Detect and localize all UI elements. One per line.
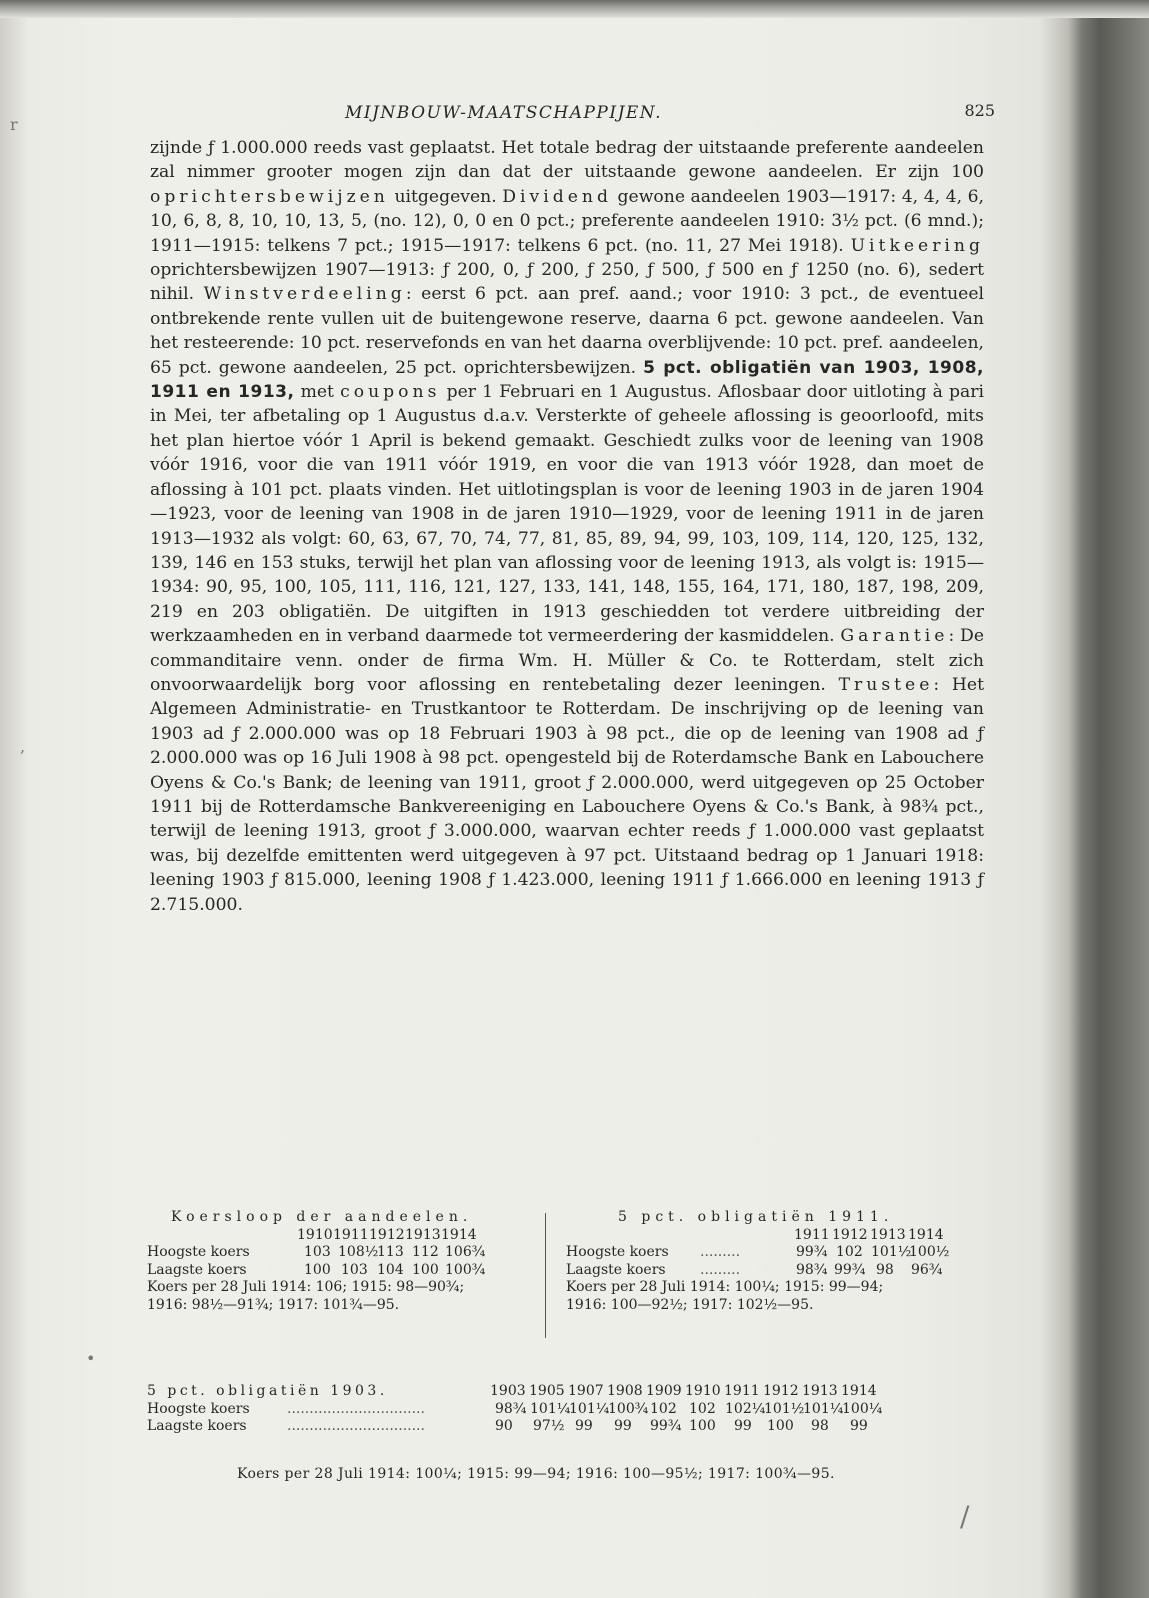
value-cell: 106¾ xyxy=(445,1244,486,1260)
table-note: 1916: 100—92½; 1917: 102½—95. xyxy=(566,1296,814,1313)
text-run: uitgegeven. xyxy=(388,186,503,207)
value-cell: 101½ xyxy=(871,1244,912,1260)
value-cell: 100½ xyxy=(909,1244,950,1260)
leader-dots: ............................... xyxy=(287,1400,425,1417)
table-title: 5 pct. obligatiën 1911. xyxy=(618,1209,894,1225)
value-cell: 108½ xyxy=(338,1244,379,1260)
value-cell: 113 xyxy=(377,1244,404,1260)
value-cell: 104 xyxy=(377,1261,404,1278)
spaced-term-winstverdeeling: Winstverdeeling xyxy=(203,284,406,305)
value-cell: 98 xyxy=(811,1418,829,1434)
year-cell: 1913 xyxy=(405,1226,441,1243)
text-run: : Het Algemeen Administratie- en Trustkantoor te Rotterdam. De inschrijving op de leening van 1903 ad ƒ 2.000.000 was op 18 Februari 1903 à 98 pct., die op de leening van 1908 ad ƒ 2.000.000 was op 16 Juli 1908 à 98 pct. opengesteld bij de Roterdamsche Bank en Labouchere Oyens & Co.'s Bank; de leening van 1911, groot ƒ 2.000.000, werd uitgegeven op 25 October 1911 bij de Rotterdamsche Bankvereeniging en Labouchere Oyens & Co.'s Bank, à 98¾ pct., terwijl de leening 1913, groot ƒ 3.000.000, waarvan echter reeds ƒ 1.000.000 vast geplaatst was, bij dezelfde emittenten werd uitgegeven à 97 pct. Uitstaand bedrag op 1 Januari 1918: leening 1903 ƒ 815.000, leening 1908 ƒ 1.423.000, leening 1911 ƒ 1.666.000 en leening 1913 ƒ 2.715.000. xyxy=(150,674,984,915)
leader-dots: ............................... xyxy=(287,1418,425,1434)
body-paragraph xyxy=(150,136,984,917)
year-cell: 1914 xyxy=(841,1383,877,1399)
row-label: Hoogste koers xyxy=(566,1244,669,1260)
shares-price-table xyxy=(147,1209,537,1314)
value-cell: 100 xyxy=(689,1418,716,1434)
spaced-term-oprichtersbewijzen: oprichtersbewijzen xyxy=(150,186,389,207)
bold-heading-obligaties: 5 pct. obligatiën van 1903, 1908, 1911 en 1913, xyxy=(150,357,984,403)
page-top-edge xyxy=(0,0,1149,18)
year-cell: 1912 xyxy=(832,1226,868,1243)
value-cell: 98¾ xyxy=(796,1261,828,1278)
margin-mark: , xyxy=(20,737,26,756)
value-cell: 101¼ xyxy=(803,1400,844,1417)
value-cell: 100¾ xyxy=(608,1400,649,1417)
page-number: 825 xyxy=(964,101,995,120)
value-cell: 102 xyxy=(650,1400,677,1417)
table-title: Koersloop der aandeelen. xyxy=(171,1209,473,1225)
leader-dots: ......... xyxy=(700,1261,741,1278)
year-cell: 1910 xyxy=(297,1226,333,1243)
value-cell: 98 xyxy=(876,1261,894,1278)
year-cell: 1907 xyxy=(568,1383,604,1399)
value-cell: 99 xyxy=(614,1418,632,1434)
value-cell: 99¾ xyxy=(796,1244,828,1260)
value-cell: 90 xyxy=(495,1418,513,1434)
year-cell: 1912 xyxy=(369,1226,405,1243)
row-label: Laagste koers xyxy=(566,1261,666,1278)
text-run: : De commanditaire venn. onder de firma Wm. H. Müller & Co. te Rotterdam, stelt zich onvoorwaardelijk borg voor aflossing en rentebetaling dezer leeningen. xyxy=(150,626,984,695)
text-run: per 1 Februari en 1 Augustus. Aflosbaar door uitloting à pari in Mei, ter afbetaling op 1 Augustus d.a.v. Versterkte of geheele aflossing is geoorloofd, mits het plan hiertoe vóór 1 April is bekend gemaakt. Geschiedt zulks voor de leening van 1908 vóór 1916, voor die van 1911 vóór 1919, en voor die van 1913 vóór 1928, dan moet de aflossing à 101 pct. plaats vinden. Het uitlotingsplan is voor de leening 1903 in de jaren 1904—1923, voor de leening van 1908 in de jaren 1910—1929, voor de leening 1911 in de jaren 1913—1932 als volgt: 60, 63, 67, 70, 74, 77, 81, 85, 89, 94, 99, 103, 109, 114, 120, 125, 132, 139, 146 en 153 stuks, terwijl het plan van aflossing voor de leening 1913, als volgt is: 1915—1934: 90, 95, 100, 105, 111, 116, 121, 127, 133, 141, 148, 155, 164, 171, 180, 187, 198, 209, 219 en 203 obligatiën. De uitgiften in 1913 geschiedden tot verdere uitbreiding der werkzaamheden en in verband daarmede tot vermeerdering der kasmiddelen. xyxy=(150,382,984,647)
value-cell: 99¾ xyxy=(834,1261,866,1278)
spaced-term-garantie: Garantie xyxy=(840,626,949,647)
year-cell: 1903 xyxy=(490,1383,526,1399)
value-cell: 102¼ xyxy=(725,1400,766,1417)
spaced-term-uitkeering: Uitkeering xyxy=(850,235,984,256)
value-cell: 99 xyxy=(734,1418,752,1434)
text-run: oprichtersbewijzen 1907—1913: ƒ 200, 0, ƒ 200, ƒ 250, ƒ 500, ƒ 500 en ƒ 1250 (no. 6), sedert nihil. xyxy=(150,260,984,305)
leader-dots: ......... xyxy=(700,1244,741,1260)
bonds-1903-note: Koers per 28 Juli 1914: 100¼; 1915: 99—94; 1916: 100—95½; 1917: 100¾—95. xyxy=(237,1466,835,1482)
value-cell: 101½ xyxy=(764,1400,805,1417)
text-run: : eerst 6 pct. aan pref. aand.; voor 1910: 3 pct., de eventueel ontbrekende rente vullen uit de buitengewone reserve, daarna 6 pct. gewone aandeelen. Van het resteerende: 10 pct. reservefonds en van het daarna overblijvende: 10 pct. pref. aandeelen, 65 pct. gewone aandeelen, 25 pct. oprichtersbewijzen. xyxy=(150,284,984,378)
bonds-1903-table xyxy=(147,1383,977,1436)
value-cell: 99¾ xyxy=(650,1418,682,1434)
year-cell: 1911 xyxy=(724,1383,760,1399)
year-cell: 1914 xyxy=(908,1226,944,1243)
text-run: gewone aandeelen 1903—1917: 4, 4, 4, 6, 10, 6, 8, 8, 10, 10, 13, 5, (no. 12), 0, 0 en 0 pct.; preferente aandeelen 1910: 3½ pct. (6 mnd.); 1911—1915: telkens 7 pct.; 1915—1917: telkens 6 pct. (no. 11, 27 Mei 1918). xyxy=(150,186,984,256)
value-cell: 100¾ xyxy=(445,1261,486,1278)
running-title: MIJNBOUW-MAATSCHAPPIJEN. xyxy=(345,103,662,123)
running-head xyxy=(150,103,995,129)
value-cell: 101¼ xyxy=(569,1400,610,1417)
value-cell: 100 xyxy=(304,1261,331,1278)
value-cell: 103 xyxy=(341,1261,368,1278)
bonds-1911-table xyxy=(566,1209,961,1314)
year-cell: 1913 xyxy=(870,1226,906,1243)
table-note: Koers per 28 Juli 1914: 106; 1915: 98—90¾; xyxy=(147,1279,465,1295)
value-cell: 112 xyxy=(412,1244,439,1260)
margin-mark: r xyxy=(10,115,18,134)
year-cell: 1908 xyxy=(607,1383,643,1399)
spaced-term-dividend: Dividend xyxy=(502,186,612,207)
value-cell: 102 xyxy=(836,1244,863,1260)
table-title: 5 pct. obligatiën 1903. xyxy=(147,1383,388,1399)
table-note: Koers per 28 Juli 1914: 100¼; 1915: 99—94; xyxy=(566,1279,884,1295)
year-cell: 1910 xyxy=(685,1383,721,1399)
value-cell: 102 xyxy=(689,1400,716,1417)
value-cell: 100 xyxy=(412,1261,439,1278)
value-cell: 98¾ xyxy=(495,1400,527,1417)
year-cell: 1911 xyxy=(794,1226,830,1243)
value-cell: 100¼ xyxy=(842,1400,883,1417)
text-run: met xyxy=(294,382,341,403)
value-cell: 99 xyxy=(575,1418,593,1434)
table-note: 1916: 98½—91¾; 1917: 101¾—95. xyxy=(147,1296,400,1313)
year-cell: 1909 xyxy=(646,1383,682,1399)
margin-mark: • xyxy=(86,1349,96,1368)
margin-mark: / xyxy=(960,1500,970,1533)
text-run: zijnde ƒ 1.000.000 reeds vast geplaatst. Het totale bedrag der uitstaande preferente aandeelen zal nimmer grooter mogen zijn dan dat der uitstaande gewone aandeelen. Er zijn 100 xyxy=(150,138,984,183)
year-cell: 1914 xyxy=(441,1226,477,1243)
value-cell: 103 xyxy=(304,1244,331,1260)
row-label: Hoogste koers xyxy=(147,1244,250,1260)
value-cell: 96¾ xyxy=(911,1261,943,1278)
row-label: Laagste koers xyxy=(147,1261,247,1278)
value-cell: 101¼ xyxy=(530,1400,571,1417)
value-cell: 97½ xyxy=(533,1418,565,1434)
year-cell: 1912 xyxy=(763,1383,799,1399)
table-divider xyxy=(545,1213,546,1338)
year-cell: 1905 xyxy=(529,1383,565,1399)
spaced-term-trustee: Trustee xyxy=(838,674,934,695)
row-label: Hoogste koers xyxy=(147,1400,250,1417)
year-cell: 1913 xyxy=(802,1383,838,1399)
value-cell: 99 xyxy=(850,1418,868,1434)
year-cell: 1911 xyxy=(333,1226,369,1243)
value-cell: 100 xyxy=(767,1418,794,1434)
spaced-term-coupons: coupons xyxy=(340,382,441,403)
row-label: Laagste koers xyxy=(147,1418,247,1434)
